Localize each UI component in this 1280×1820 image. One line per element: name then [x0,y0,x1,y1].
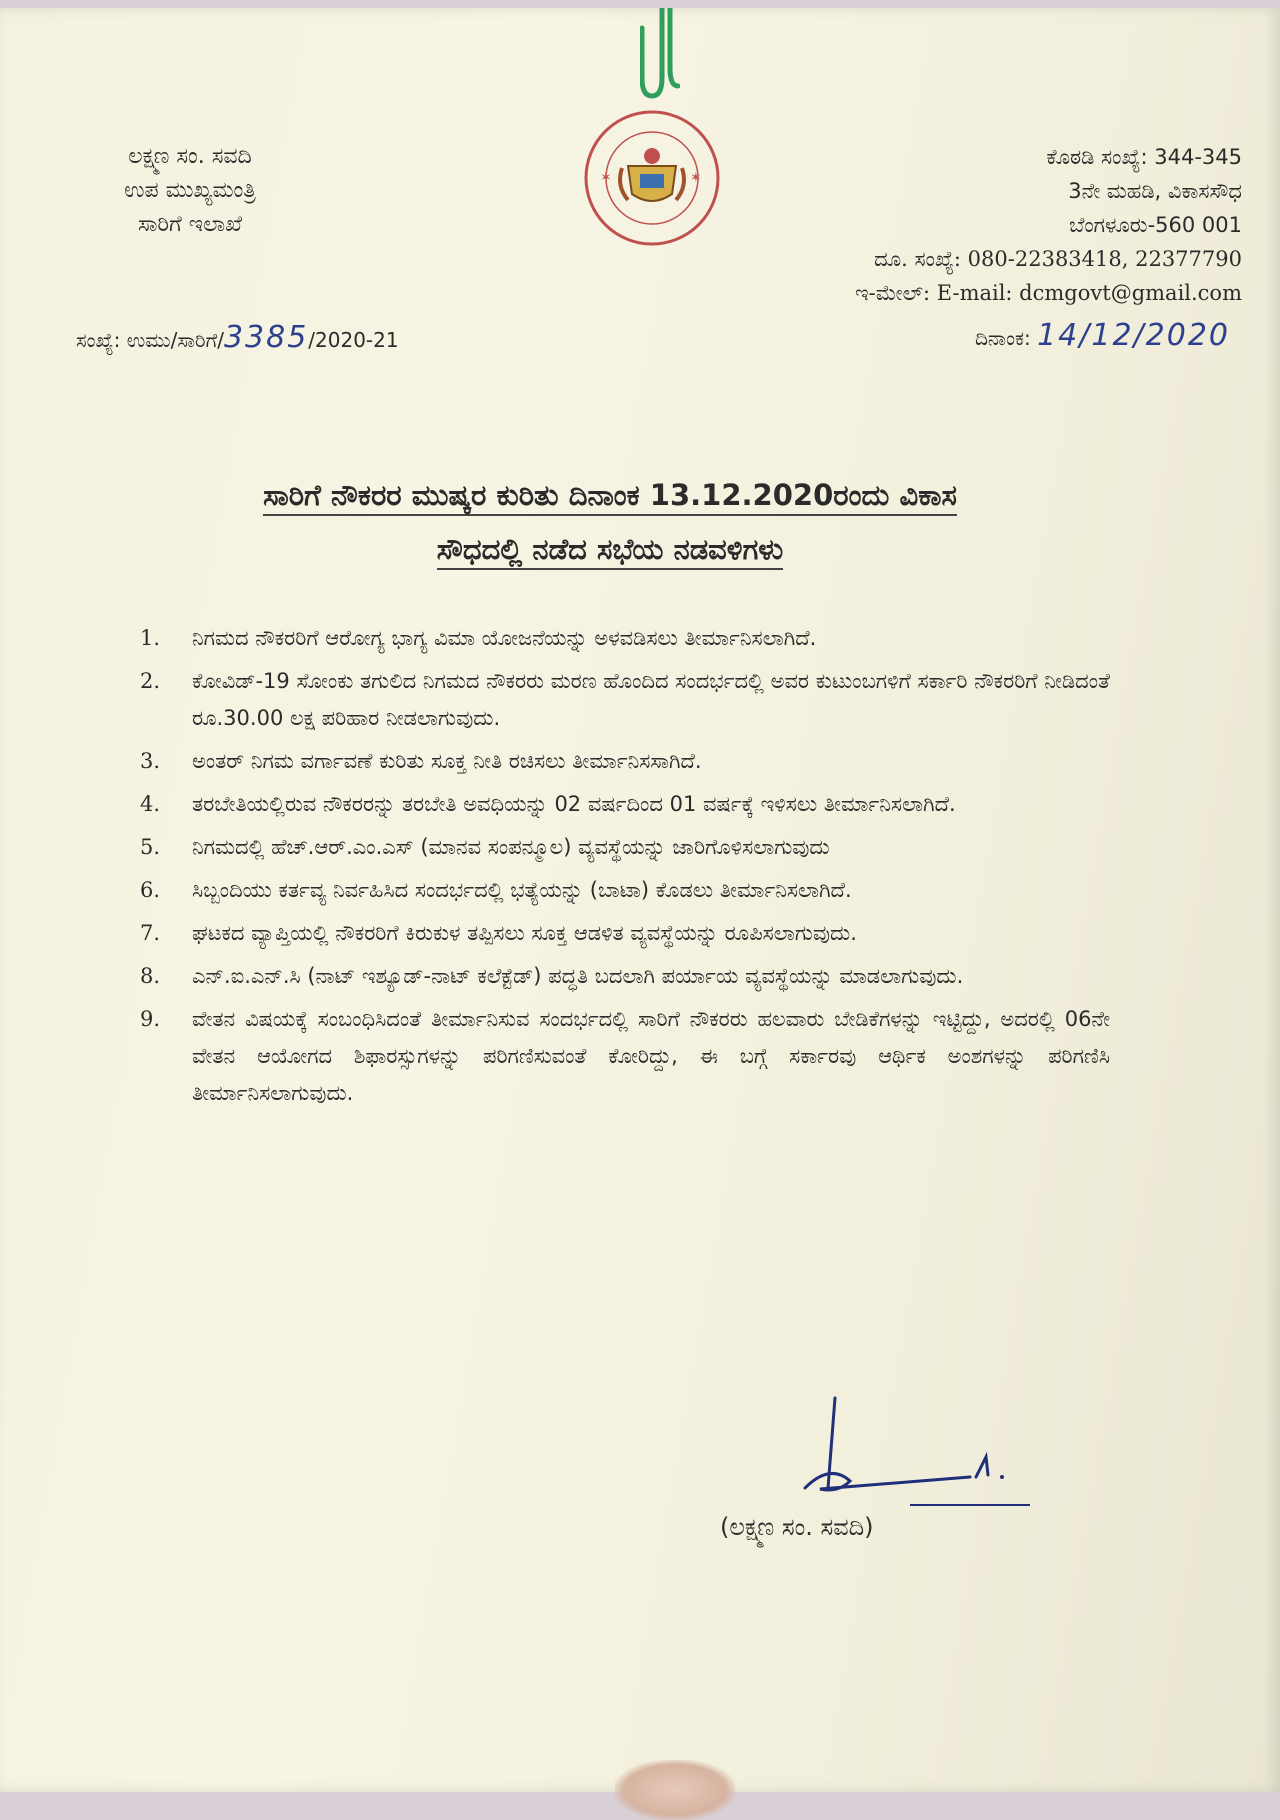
resolutions-list [140,620,1110,1118]
reference-number [76,320,399,355]
title-line-1: ಸಾರಿಗೆ ನೌಕರರ ಮುಷ್ಕರ ಕುರಿತು ದಿನಾಂಕ 13.12.2020ರಂದು ವಿಕಾಸ [263,478,957,516]
reference-prefix: ಸಂಖ್ಯೆ: ಉಮು/ಸಾರಿಗೆ/ [76,328,224,352]
address-block [722,140,1242,310]
title-line-2: ಸೌಧದಲ್ಲಿ ನಡೆದ ಸಭೆಯ ನಡವಳಿಗಳು [437,532,784,570]
city-pincode: ಬೆಂಗಳೂರು-560 001 [1069,213,1242,237]
list-item: 6. ಸಿಬ್ಬಂದಿಯು ಕರ್ತವ್ಯ ನಿರ್ವಹಿಸಿದ ಸಂದರ್ಭದಲ್ಲಿ ಭತ್ಯೆಯನ್ನು (ಬಾಟಾ) ಕೊಡಲು ತೀರ್ಮಾನಿಸಲಾಗಿದೆ. [140,878,852,902]
thumb-finger [615,1760,735,1820]
date-handwritten: 14/12/2020 [1037,318,1230,353]
sender-name: ಲಕ್ಷ್ಮಣ ಸಂ. ಸವದಿ [128,144,252,169]
sender-block [40,140,340,242]
letter-page [0,8,1280,1792]
room-number: ಕೊಠಡಿ ಸಂಖ್ಯೆ: 344-345 [1046,145,1242,169]
list-item: 4. ತರಬೇತಿಯಲ್ಲಿರುವ ನೌಕರರನ್ನು ತರಬೇತಿ ಅವಧಿಯನ್ನು 02 ವರ್ಷದಿಂದ 01 ವರ್ಷಕ್ಕೆ ಇಳಿಸಲು ತೀರ್ಮಾನಿಸಲಾಗಿದೆ. [140,792,956,816]
reference-handwritten-number: 3385 [223,320,309,355]
floor-address: 3ನೇ ಮಹಡಿ, ವಿಕಾಸಸೌಧ [1068,179,1242,203]
svg-text:✶: ✶ [690,170,702,186]
paper-clip-icon [640,8,680,118]
phone-number: ದೂ. ಸಂಖ್ಯೆ: 080-22383418, 22377790 [874,247,1242,271]
list-item: 2. ಕೋವಿಡ್-19 ಸೋಂಕು ತಗುಲಿದ ನಿಗಮದ ನೌಕರರು ಮರಣ ಹೊಂದಿದ ಸಂದರ್ಭದಲ್ಲಿ ಅವರ ಕುಟುಂಬಗಳಿಗೆ ಸರ್ಕಾರಿ ನೌಕರರಿಗೆ ನೀಡಿದಂತೆ ರೂ.30.00 ಲಕ್ಷ ಪರಿಹಾರ ನೀಡಲಾಗುವುದು. [140,669,1110,730]
signatory-name: (ಲಕ್ಷ್ಮಣ ಸಂ. ಸವದಿ) [720,1513,874,1541]
svg-text:✶: ✶ [600,170,612,186]
sender-department: ಸಾರಿಗೆ ಇಲಾಖೆ [137,212,243,237]
date-label: ದಿನಾಂಕ: [975,326,1031,350]
sender-designation: ಉಪ ಮುಖ್ಯಮಂತ್ರಿ [124,178,256,203]
list-item: 5. ನಿಗಮದಲ್ಲಿ ಹೆಚ್.ಆರ್.ಎಂ.ಎಸ್ (ಮಾನವ ಸಂಪನ್ಮೂಲ) ವ್ಯವಸ್ಥೆಯನ್ನು ಜಾರಿಗೊಳಿಸಲಾಗುವುದು [140,835,830,859]
list-item: 7. ಘಟಕದ ವ್ಯಾಪ್ತಿಯಲ್ಲಿ ನೌಕರರಿಗೆ ಕಿರುಕುಳ ತಪ್ಪಿಸಲು ಸೂಕ್ತ ಆಡಳಿತ ವ್ಯವಸ್ಥೆಯನ್ನು ರೂಪಿಸಲಾಗುವುದು. [140,921,857,945]
list-item: 8. ಎನ್.ಐ.ಎನ್.ಸಿ (ನಾಟ್ ಇಶ್ಯೂಡ್-ನಾಟ್ ಕಲೆಕ್ಟೆಡ್) ಪದ್ಧತಿ ಬದಲಾಗಿ ಪರ್ಯಾಯ ವ್ಯವಸ್ಥೆಯನ್ನು ಮಾಡಲಾಗುವುದು. [140,964,964,988]
list-item: 1. ನಿಗಮದ ನೌಕರರಿಗೆ ಆರೋಗ್ಯ ಭಾಗ್ಯ ವಿಮಾ ಯೋಜನೆಯನ್ನು ಅಳವಡಿಸಲು ತೀರ್ಮಾನಿಸಲಾಗಿದೆ. [140,626,817,650]
document-title [130,468,1090,576]
email-address: ಇ-ಮೇಲ್: E-mail: dcmgovt@gmail.com [854,281,1242,305]
list-item: 3. ಅಂತರ್ ನಿಗಮ ವರ್ಗಾವಣೆ ಕುರಿತು ಸೂಕ್ತ ನೀತಿ ರಚಿಸಲು ತೀರ್ಮಾನಿಸಸಾಗಿದೆ. [140,749,702,773]
list-item: 9. ವೇತನ ವಿಷಯಕ್ಕೆ ಸಂಬಂಧಿಸಿದಂತೆ ತೀರ್ಮಾನಿಸುವ ಸಂದರ್ಭದಲ್ಲಿ ಸಾರಿಗೆ ನೌಕರರು ಹಲವಾರು ಬೇಡಿಕೆಗಳನ್ನು ಇಟ್ಟಿದ್ದು, ಅದರಲ್ಲಿ 06ನೇ ವೇತನ ಆಯೋಗದ ಶಿಫಾರಸ್ಸುಗಳನ್ನು ಪರಿಗಣಿಸುವಂತೆ ಕೋರಿದ್ದು, ಈ ಬಗ್ಗೆ ಸರ್ಕಾರವು ಆರ್ಥಿಕ ಅಂಶಗಳನ್ನು ಪರಿಗಣಿಸಿ ತೀರ್ಮಾನಿಸಲಾಗುವುದು. [140,1007,1110,1105]
reference-suffix: /2020-21 [308,328,399,352]
karnataka-emblem-seal [582,108,722,248]
letter-date [975,318,1230,353]
handwritten-signature [790,1393,1030,1513]
